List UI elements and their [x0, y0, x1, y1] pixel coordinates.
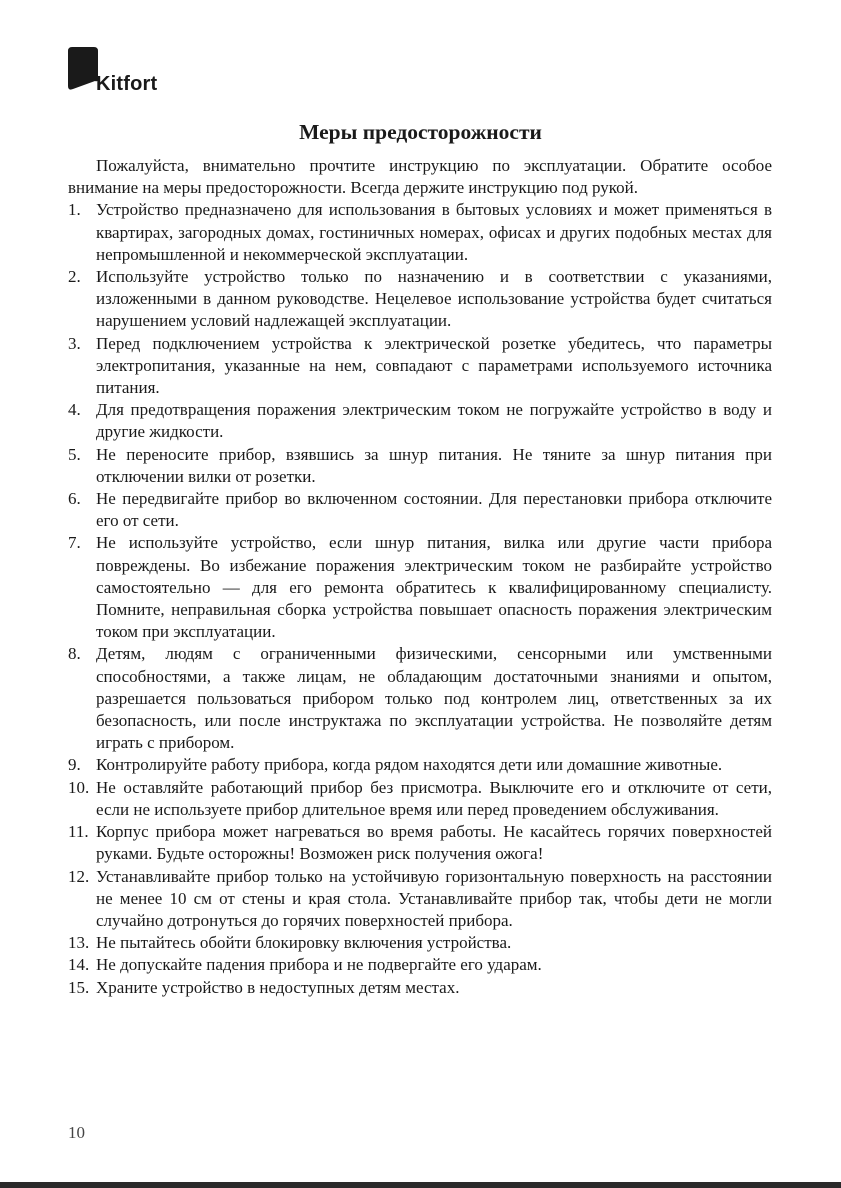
item-number: 9. [68, 755, 81, 775]
item-number: 6. [68, 489, 81, 509]
document-body [68, 155, 772, 999]
item-text: Используйте устройство только по назначению и в соответствии с указаниями, изложенными в данном руководстве. Нецелевое использование устройства будет считаться нарушением условий надлежащей эксплуатации. [96, 267, 772, 331]
list-item [68, 821, 772, 865]
item-number: 1. [68, 200, 81, 220]
item-number: 13. [68, 933, 90, 953]
bottom-divider [0, 1182, 841, 1188]
item-number: 2. [68, 267, 81, 287]
item-number: 5. [68, 444, 81, 464]
brand-name: Kitfort [96, 73, 158, 95]
item-text: Не оставляйте работающий прибор без присмотра. Выключите его и отключите от сети, если не используете прибор длительное время или перед проведением обслуживания. [96, 777, 772, 819]
item-number: 11. [68, 822, 89, 842]
list-item [68, 977, 772, 999]
item-number: 15. [68, 977, 90, 997]
page-title: Меры предосторожности [299, 120, 542, 144]
list-item [68, 444, 772, 488]
item-text: Контролируйте работу прибора, когда рядом находятся дети или домашние животные. [96, 755, 723, 775]
item-text: Не переносите прибор, взявшись за шнур питания. Не тяните за шнур питания при отключении вилки от розетки. [96, 444, 772, 486]
intro-paragraph: Пожалуйста, внимательно прочтите инструкцию по эксплуатации. Обратите особое внимание на меры предосторожности. Всегда держите инструкцию под рукой. [68, 156, 772, 198]
list-item [68, 333, 772, 400]
item-number: 10. [68, 777, 90, 797]
brand-logo [68, 47, 157, 95]
item-text: Не допускайте падения прибора и не подвергайте его ударам. [96, 955, 542, 975]
list-item [68, 932, 772, 954]
item-number: 3. [68, 333, 81, 353]
precautions-list [68, 199, 772, 998]
page-number: 10 [68, 1123, 85, 1142]
item-text: Не передвигайте прибор во включенном состоянии. Для перестановки прибора отключите его от сети. [96, 489, 772, 531]
kitfort-flag-icon [68, 47, 98, 95]
item-text: Перед подключением устройства к электрической розетке убедитесь, что параметры электропитания, указанные на нем, совпадают с параметрами используемого источника питания. [96, 333, 772, 398]
list-item [68, 488, 772, 532]
list-item [68, 532, 772, 643]
item-text: Корпус прибора может нагреваться во время работы. Не касайтесь горячих поверхностей руками. Будьте осторожны! Возможен риск получения ожога! [96, 822, 772, 864]
list-item [68, 643, 772, 754]
item-number: 8. [68, 644, 81, 664]
list-item [68, 866, 772, 933]
item-number: 7. [68, 533, 81, 553]
item-number: 14. [68, 955, 90, 975]
list-item [68, 266, 772, 333]
list-item [68, 777, 772, 821]
item-number: 4. [68, 400, 81, 420]
item-text: Детям, людям с ограниченными физическими, сенсорными или умственными способностями, а также лицам, не обладающим достаточными знаниями и опытом, разрешается пользоваться прибором только под контролем лиц, ответственных за их безопасность, или после инструктажа по эксплуатации устройства. Не позволяйте детям играть с прибором. [96, 644, 772, 753]
item-text: Храните устройство в недоступных детям местах. [96, 977, 460, 997]
list-item [68, 199, 772, 266]
item-number: 12. [68, 866, 90, 886]
item-text: Для предотвращения поражения электрическим током не погружайте устройство в воду и другие жидкости. [96, 400, 772, 442]
item-text: Устанавливайте прибор только на устойчивую горизонтальную поверхность на расстоянии не менее 10 см от стены и края стола. Устанавливайте прибор так, чтобы дети не могли случайно дотронуться до горячих поверхностей прибора. [96, 866, 772, 930]
item-text: Устройство предназначено для использования в бытовых условиях и может применяться в квартирах, загородных домах, гостиничных номерах, офисах и других подобных местах для непромышленной и некоммерческой эксплуатации. [96, 200, 772, 264]
list-item [68, 399, 772, 443]
list-item [68, 954, 772, 976]
list-item [68, 754, 772, 776]
item-text: Не пытайтесь обойти блокировку включения устройства. [96, 933, 512, 953]
item-text: Не используйте устройство, если шнур питания, вилка или другие части прибора повреждены. Во избежание поражения электрическим током не разбирайте устройство самостоятельно — для его ремонта обратитесь к квалифицированному специалисту. Помните, неправильная сборка устройства повышает опасность поражения электрическим током при эксплуатации. [96, 533, 772, 642]
